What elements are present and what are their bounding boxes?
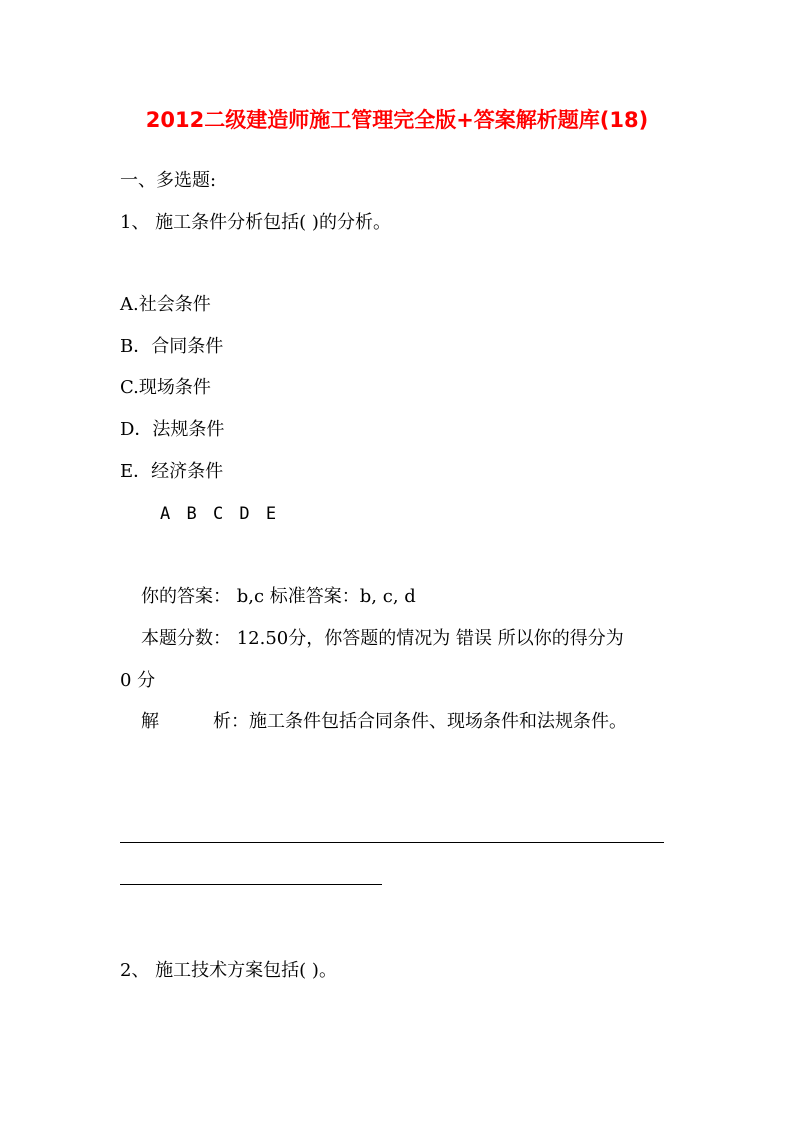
document-title: 2012二级建造师施工管理完全版+答案解析题库(18) — [145, 108, 649, 132]
option-b: B．合同条件 — [120, 336, 224, 357]
analysis-label-part-1: 解 — [141, 711, 159, 732]
score-line-2: 0 分 — [120, 670, 156, 691]
question-2-stem: 2、 施工技术方案包括( )。 — [120, 960, 337, 981]
section-heading: 一、多选题: — [120, 170, 217, 191]
analysis-line — [141, 711, 627, 733]
question-1-stem: 1、 施工条件分析包括( )的分析。 — [120, 212, 391, 233]
option-a: A.社会条件 — [120, 294, 211, 315]
choice-letters: A B C D E — [160, 504, 277, 524]
your-answer: 你的答案： b,c 标准答案：b, c, d — [141, 586, 416, 607]
option-e: E．经济条件 — [120, 461, 224, 482]
score-line-1: 本题分数： 12.50分，你答题的情况为 错误 所以你的得分为 — [141, 628, 624, 649]
option-c: C.现场条件 — [120, 377, 211, 398]
option-d: D．法规条件 — [120, 419, 225, 440]
analysis-text: 析：施工条件包括合同条件、现场条件和法规条件。 — [213, 711, 627, 732]
answer-line-1 — [120, 842, 664, 843]
answer-line-2 — [120, 884, 382, 885]
